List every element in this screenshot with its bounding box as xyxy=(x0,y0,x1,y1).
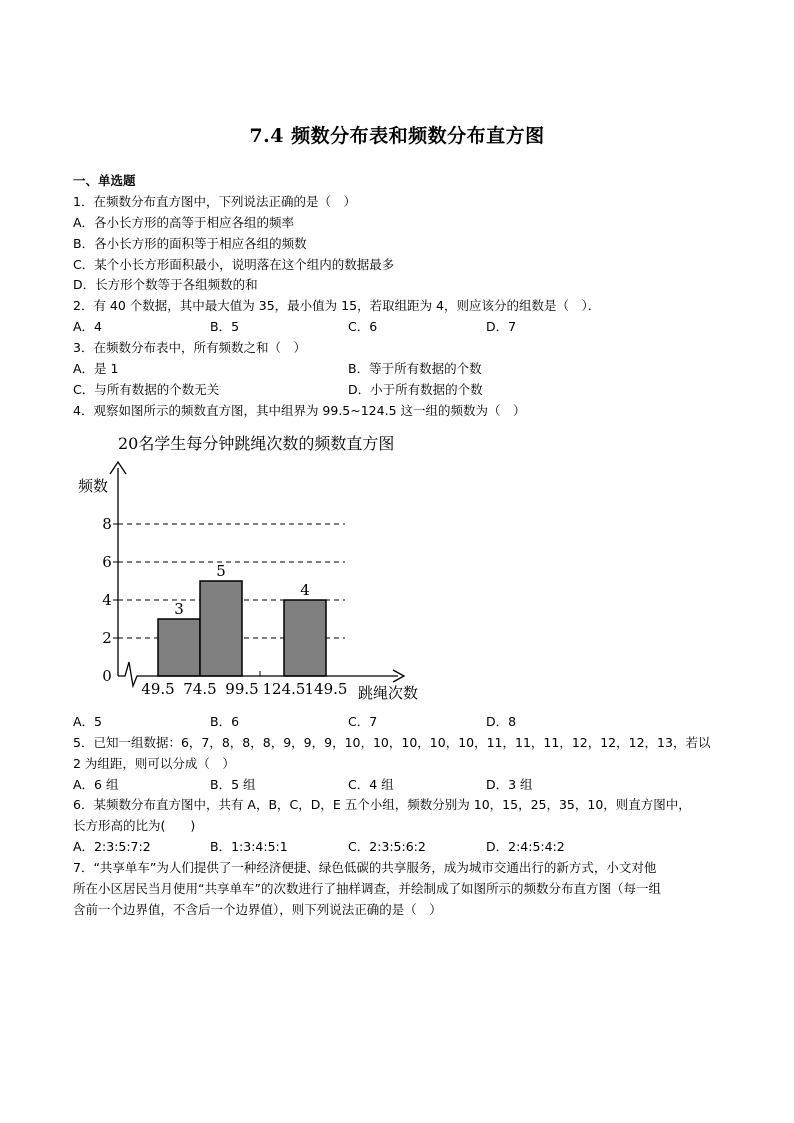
question-3-stem: 3．在频数分布表中，所有频数之和（ ） xyxy=(73,340,306,355)
histogram-bar xyxy=(158,619,200,676)
chart-title: 20名学生每分钟跳绳次数的频数直方图 xyxy=(118,434,395,453)
question-3-options-row-1 xyxy=(73,361,733,377)
question-6-options xyxy=(73,839,733,855)
question-2-option-b: B．5 xyxy=(210,319,240,334)
question-3-option-b: B．等于所有数据的个数 xyxy=(348,361,482,376)
histogram-chart xyxy=(73,428,453,713)
question-7-stem-line-2: 所在小区居民当月使用“共享单车”的次数进行了抽样调查，并绘制成了如图所示的频数分布直方图（每一组 xyxy=(73,881,661,896)
question-7-stem-line-3: 含前一个边界值，不含后一个边界值），则下列说法正确的是（ ） xyxy=(73,902,442,917)
question-5-stem-line-2: 2 为组距，则可以分成（ ） xyxy=(73,756,235,771)
histogram-bar xyxy=(200,581,242,676)
chart-x-tick-label: 74.5 xyxy=(183,680,217,698)
question-5-stem-line-1: 5．已知一组数据：6，7，8，8，8，9，9，9，10，10，10，10，10，11，11，11，12，12，12，13，若以 xyxy=(73,735,711,750)
question-2-option-c: C．6 xyxy=(348,319,378,334)
question-3-option-c: C．与所有数据的个数无关 xyxy=(73,382,220,397)
question-6-stem-line-2: 长方形高的比为( ) xyxy=(73,818,196,833)
question-6-option-b: B．1:3:4:5:1 xyxy=(210,839,288,854)
question-4-option-b: B．6 xyxy=(210,714,240,729)
question-2-option-a: A．4 xyxy=(73,319,103,334)
histogram-bar-label: 5 xyxy=(216,562,226,580)
question-5-option-a: A．6 组 xyxy=(73,777,119,792)
chart-x-axis-label: 跳绳次数 xyxy=(358,684,419,702)
question-6-option-a: A．2:3:5:7:2 xyxy=(73,839,151,854)
chart-y-axis-label: 频数 xyxy=(78,477,109,495)
question-1-option-a: A．各小长方形的高等于相应各组的频率 xyxy=(73,215,295,230)
question-1-option-b: B．各小长方形的面积等于相应各组的频数 xyxy=(73,236,307,251)
chart-x-tick-label: 49.5 xyxy=(141,680,175,698)
chart-x-tick-label: 124.5 xyxy=(262,680,306,698)
chart-y-tick-label: 4 xyxy=(102,591,112,609)
question-3-option-d: D．小于所有数据的个数 xyxy=(348,382,483,397)
question-6-option-c: C．2:3:5:6:2 xyxy=(348,839,426,854)
question-4-stem: 4．观察如图所示的频数直方图，其中组界为 99.5~124.5 这一组的频数为（ ） xyxy=(73,403,526,418)
question-1-option-d: D．长方形个数等于各组频数的和 xyxy=(73,277,258,292)
question-6-option-d: D．2:4:5:4:2 xyxy=(486,839,565,854)
page-title: 7.4 频数分布表和频数分布直方图 xyxy=(249,125,545,147)
question-1-option-c: C．某个小长方形面积最小，说明落在这个组内的数据最多 xyxy=(73,257,395,272)
section-heading: 一、单选题 xyxy=(73,173,136,188)
question-4-options xyxy=(73,714,733,730)
chart-x-tick-label: 99.5 xyxy=(225,680,259,698)
question-5-option-b: B．5 组 xyxy=(210,777,256,792)
question-3-options-row-2 xyxy=(73,382,733,398)
question-7-stem-line-1: 7．“共享单车”为人们提供了一种经济便捷、绿色低碳的共享服务，成为城市交通出行的新方式，小文对他 xyxy=(73,860,657,875)
question-6-stem-line-1: 6．某频数分布直方图中，共有 A，B，C，D，E 五个小组，频数分别为 10，15，25，35，10，则直方图中， xyxy=(73,797,691,812)
question-4-option-a: A．5 xyxy=(73,714,103,729)
histogram-bar-label: 4 xyxy=(300,581,310,599)
question-1-stem: 1．在频数分布直方图中，下列说法正确的是（ ） xyxy=(73,194,356,209)
histogram-bar xyxy=(284,600,326,676)
chart-y-tick-label: 2 xyxy=(102,629,112,647)
question-4-option-c: C．7 xyxy=(348,714,378,729)
question-5-option-c: C．4 组 xyxy=(348,777,394,792)
question-3-option-a: A．是 1 xyxy=(73,361,119,376)
question-5-options xyxy=(73,777,733,793)
question-2-stem: 2．有 40 个数据，其中最大值为 35，最小值为 15，若取组距为 4，则应该分的组数是（ ）． xyxy=(73,298,601,313)
chart-x-tick-label: 149.5 xyxy=(304,680,348,698)
question-2-options xyxy=(73,319,733,335)
chart-y-tick-label: 8 xyxy=(102,515,112,533)
histogram-bar-label: 3 xyxy=(174,600,184,618)
question-2-option-d: D．7 xyxy=(486,319,517,334)
question-4-option-d: D．8 xyxy=(486,714,517,729)
chart-y-tick-label: 0 xyxy=(102,667,112,685)
question-5-option-d: D．3 组 xyxy=(486,777,533,792)
chart-y-tick-label: 6 xyxy=(102,553,112,571)
